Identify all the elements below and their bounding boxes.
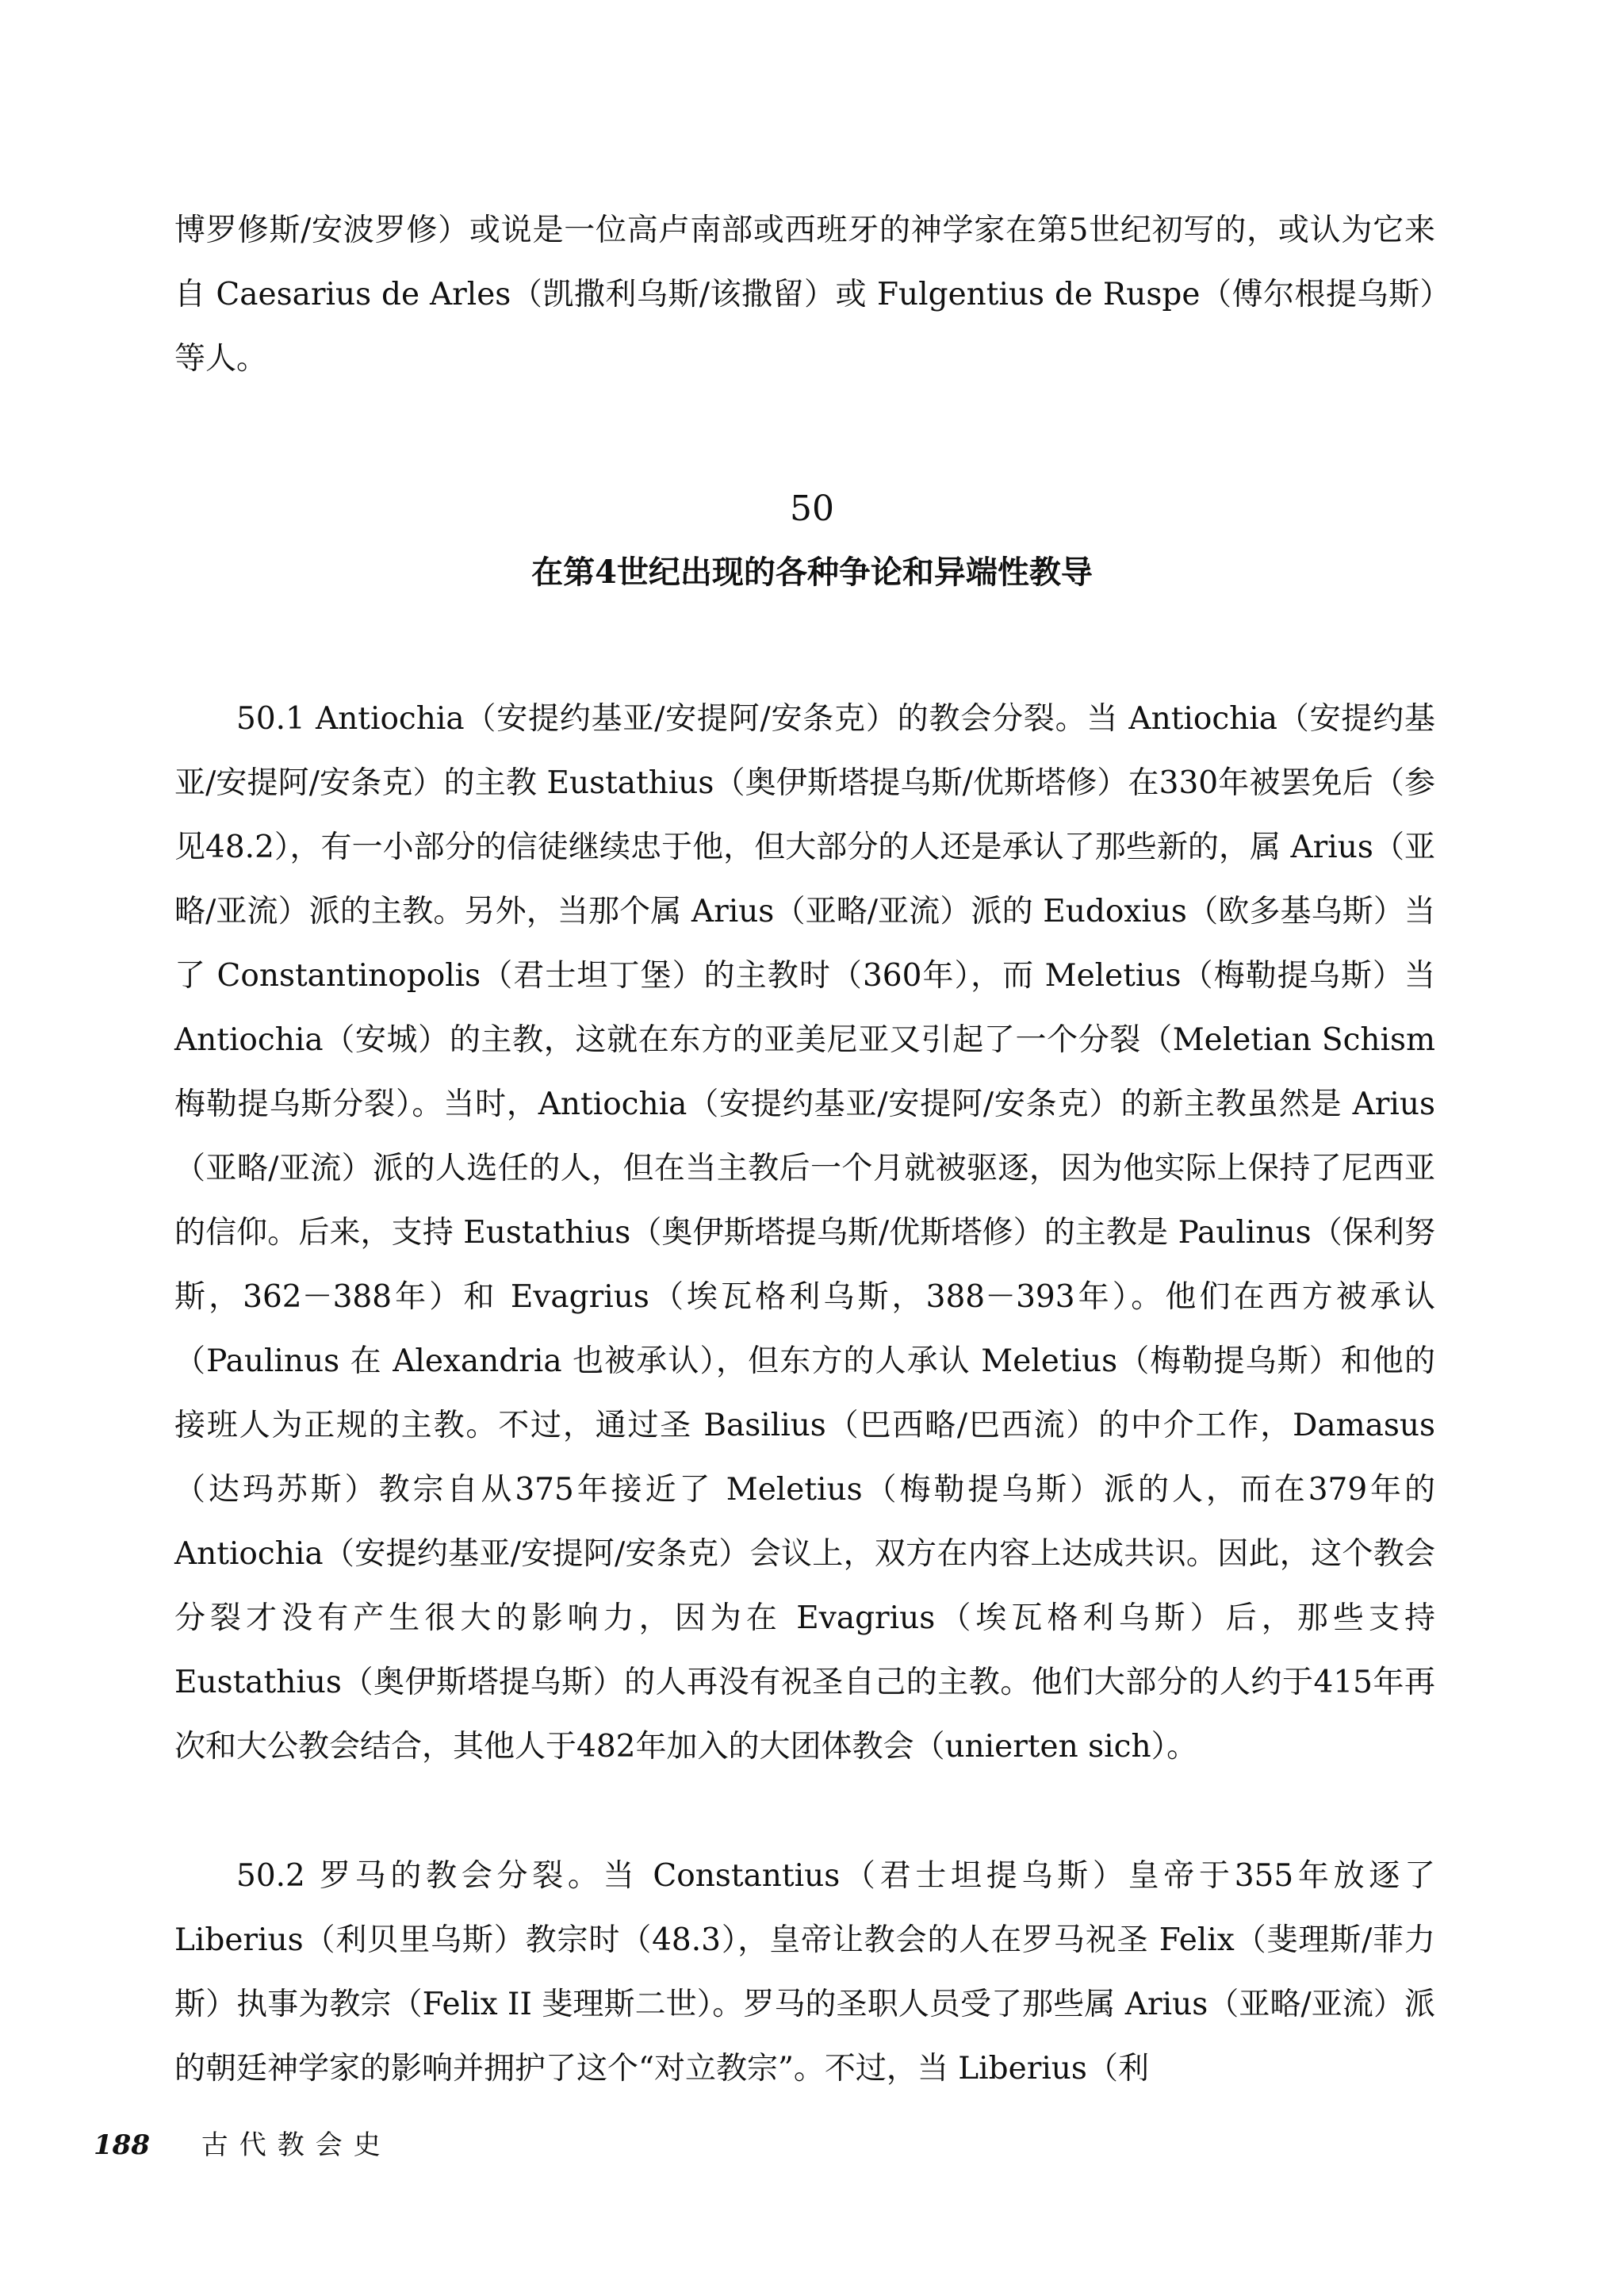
paragraph-text: 50.2 罗马的教会分裂。当 Constantius（君士坦提乌斯）皇帝于355年放逐了 Liberius（利贝里乌斯）教宗时（48.3），皇帝让教会的人在罗马祝圣 Felix（斐理斯/菲力斯）执事为教宗（Felix II 斐理斯二世）。罗马的圣职人员受了那些属 Arius（亚略/亚流）派的朝廷神学家的影响并拥护了这个“对立教宗”。不过，当 Liberius（利 [174,1858,1435,2087]
intro-paragraph [174,198,1435,391]
page-footer [94,2125,392,2165]
paragraph-50-1 [174,687,1435,1779]
intro-paragraph-text: 博罗修斯/安波罗修）或说是一位高卢南部或西班牙的神学家在第5世纪初写的，或认为它来自 Caesarius de Arles（凯撒利乌斯/该撒留）或 Fulgentius de Ruspe（傅尔根提乌斯）等人。 [174,213,1435,377]
running-title: 古代教会史 [201,2129,392,2161]
paragraph-text: 50.1 Antiochia（安提约基亚/安提阿/安条克）的教会分裂。当 Antiochia（安提约基亚/安提阿/安条克）的主教 Eustathius（奥伊斯塔提乌斯/优斯塔修）在330年被罢免后（参见48.2），有一小部分的信徒继续忠于他，但大部分的人还是承认了那些新的，属 Arius（亚略/亚流）派的主教。另外，当那个属 Arius（亚略/亚流）派的 Eudoxius（欧多基乌斯）当了 Constantinopolis（君士坦丁堡）的主教时（360年），而 Meletius（梅勒提乌斯）当 Antiochia（安城）的主教，这就在东方的亚美尼亚又引起了一个分裂（Meletian Schism 梅勒提乌斯分裂）。当时，Antiochia（安提约基亚/安提阿/安条克）的新主教虽然是 Arius（亚略/亚流）派的人选任的人，但在当主教后一个月就被驱逐，因为他实际上保持了尼西亚的信仰。后来，支持 Eustathius（奥伊斯塔提乌斯/优斯塔修）的主教是 Paulinus（保利努斯，362－388年）和 Evagrius（埃瓦格利乌斯，388－393年）。他们在西方被承认（Paulinus 在 Alexandria 也被承认），但东方的人承认 Meletius（梅勒提乌斯）和他的接班人为正规的主教。不过，通过圣 Basilius（巴西略/巴西流）的中介工作，Damasus（达玛苏斯）教宗自从375年接近了 Meletius（梅勒提乌斯）派的人，而在379年的 Antiochia（安提约基亚/安提阿/安条克）会议上，双方在内容上达成共识。因此，这个教会分裂才没有产生很大的影响力，因为在 Evagrius（埃瓦格利乌斯）后，那些支持 Eustathius（奥伊斯塔提乌斯）的人再没有祝圣自己的主教。他们大部分的人约于415年再次和大公教会结合，其他人于482年加入的大团体教会（unierten sich）。 [174,701,1435,1765]
page-number: 188 [94,2129,150,2161]
paragraph-50-2 [174,1844,1435,2101]
section-number: 50 [790,489,834,529]
section-title: 在第4世纪出现的各种争论和异端性教导 [531,554,1093,591]
